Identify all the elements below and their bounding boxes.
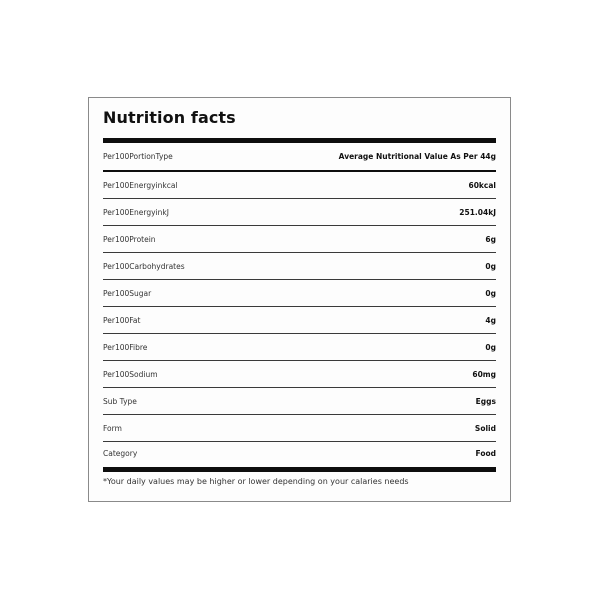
- attribute-value: Food: [475, 449, 496, 458]
- nutrition-facts-title: Nutrition facts: [103, 108, 236, 127]
- nutrient-row: [103, 307, 496, 334]
- attribute-row: [103, 388, 496, 415]
- attribute-row: [103, 440, 496, 467]
- nutrient-label: Per100EnergyinkJ: [103, 207, 169, 217]
- header-row-value: Average Nutritional Value As Per 44g: [338, 152, 496, 161]
- header-row: [103, 143, 496, 170]
- nutrient-label: Per100Energyinkcal: [103, 180, 178, 190]
- nutrition-facts-panel: [88, 97, 511, 502]
- nutrient-value: 0g: [485, 342, 496, 352]
- nutrient-row: [103, 253, 496, 280]
- attribute-label: Category: [103, 449, 138, 458]
- attribute-row: [103, 415, 496, 442]
- nutrient-value: 4g: [485, 315, 496, 325]
- nutrient-value: 60kcal: [468, 180, 496, 190]
- attribute-value: Solid: [474, 423, 496, 433]
- nutrient-label: Per100Fat: [103, 315, 141, 325]
- nutrient-row: [103, 226, 496, 253]
- nutrient-value: 6g: [485, 234, 496, 244]
- attribute-label: Form: [103, 423, 122, 433]
- bottom-thick-divider: [103, 467, 496, 472]
- nutrient-value: 0g: [485, 261, 496, 271]
- nutrient-label: Per100Sodium: [103, 369, 158, 379]
- nutrient-value: 60mg: [472, 369, 496, 379]
- attribute-value: Eggs: [475, 396, 496, 406]
- header-row-label: Per100PortionType: [103, 152, 173, 161]
- nutrient-row: [103, 172, 496, 199]
- nutrient-row: [103, 361, 496, 388]
- nutrient-value: 251.04kJ: [459, 207, 496, 217]
- daily-values-footnote: *Your daily values may be higher or lower depending on your calaries needs: [103, 477, 409, 486]
- nutrient-row: [103, 199, 496, 226]
- nutrient-label: Per100Carbohydrates: [103, 261, 185, 271]
- attribute-label: Sub Type: [103, 396, 137, 406]
- nutrient-value: 0g: [485, 288, 496, 298]
- nutrient-label: Per100Protein: [103, 234, 156, 244]
- nutrient-row: [103, 280, 496, 307]
- nutrient-label: Per100Fibre: [103, 342, 148, 352]
- nutrient-row: [103, 334, 496, 361]
- nutrient-label: Per100Sugar: [103, 288, 152, 298]
